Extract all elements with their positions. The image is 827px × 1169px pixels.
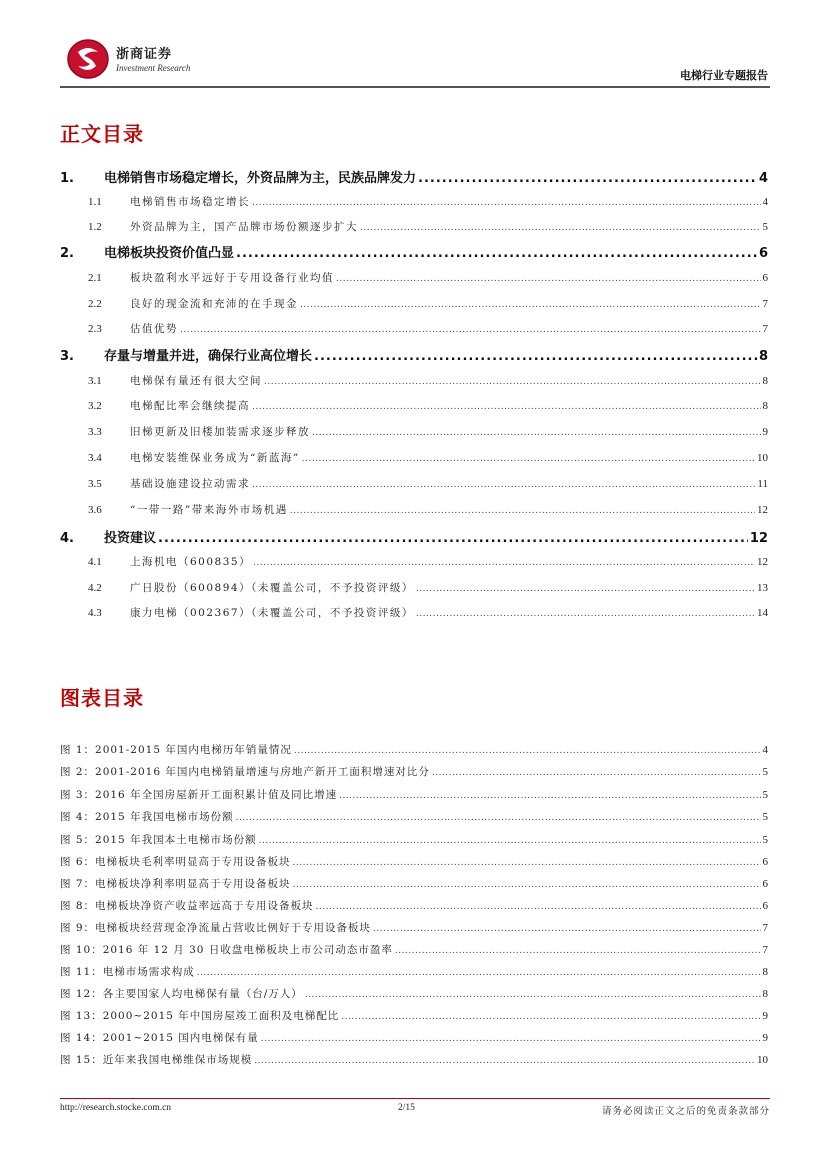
toc-entry[interactable]: 3.4 电梯安装维保业务成为“新蓝海” ..... 10 <box>60 450 768 466</box>
footer-url-link[interactable]: http://research.stocke.com.cn <box>60 1103 172 1113</box>
brand-tagline: Investment Research <box>116 63 191 73</box>
toc-entry[interactable]: 4.3 康力电梯（002367）（未覆盖公司，不予投资评级） ..... 14 <box>60 605 768 621</box>
figure-entry[interactable]: 图 9：电梯板块经营现金净流量占营收比例好于专用设备板块 ..... 7 <box>60 920 768 936</box>
toc-entry[interactable]: 1. 电梯销售市场稳定增长，外资品牌为主，民族品牌发力 ..... 4 <box>60 167 768 187</box>
report-type: 电梯行业专题报告 <box>680 69 768 82</box>
toc-entry[interactable]: 3.2 电梯配比率会继续提高 ..... 8 <box>60 398 768 414</box>
page-number: 2/15 <box>398 1103 415 1113</box>
figure-entry[interactable]: 图 12：各主要国家人均电梯保有量（台/万人） ..... 8 <box>60 986 768 1002</box>
figures-title: 图表目录 <box>60 686 144 710</box>
toc-entry[interactable]: 3. 存量与增量并进，确保行业高位增长 ..... 8 <box>60 345 768 365</box>
disclaimer-note: 请务必阅读正文之后的免责条款部分 <box>601 1106 770 1117</box>
figure-entry[interactable]: 图 6：电梯板块毛利率明显高于专用设备板块 ..... 6 <box>60 854 768 870</box>
toc-entry[interactable]: 2.2 良好的现金流和充沛的在手现金 ..... 7 <box>60 296 768 312</box>
page-header <box>60 34 770 88</box>
figure-entry[interactable]: 图 7：电梯板块净利率明显高于专用设备板块 ..... 6 <box>60 876 768 892</box>
figure-entry[interactable]: 图 14：2001~2015 国内电梯保有量 ..... 9 <box>60 1030 768 1046</box>
figure-entry[interactable]: 图 13：2000~2015 年中国房屋竣工面积及电梯配比 ..... 9 <box>60 1008 768 1024</box>
figure-entry[interactable]: 图 11：电梯市场需求构成 ..... 8 <box>60 964 768 980</box>
toc-entry[interactable]: 2.1 板块盈利水平远好于专用设备行业均值 ..... 6 <box>60 270 768 286</box>
figure-entry[interactable]: 图 3：2016 年全国房屋新开工面积累计值及同比增速 ..... 5 <box>60 787 768 803</box>
company-logo-icon <box>66 38 110 80</box>
figure-entry[interactable]: 图 2：2001-2016 年国内电梯销量增速与房地产新开工面积增速对比分 ..... 5 <box>60 764 768 780</box>
figure-entry[interactable]: 图 10：2016 年 12 月 30 日收盘电梯板块上市公司动态市盈率 ..... 7 <box>60 942 768 958</box>
figure-entry[interactable]: 图 8：电梯板块净资产收益率远高于专用设备板块 ..... 6 <box>60 898 768 914</box>
toc-entry[interactable]: 4.2 广日股份（600894）（未覆盖公司，不予投资评级） ..... 13 <box>60 580 768 596</box>
toc-entry[interactable]: 3.3 旧梯更新及旧楼加装需求逐步释放 ..... 9 <box>60 424 768 440</box>
header-divider <box>60 86 770 88</box>
figure-entry[interactable]: 图 1：2001-2015 年国内电梯历年销量情况 ..... 4 <box>60 742 768 758</box>
toc-entry[interactable]: 1.2 外资品牌为主，国产品牌市场份额逐步扩大 ..... 5 <box>60 219 768 235</box>
figure-entry[interactable]: 图 4：2015 年我国电梯市场份额 ..... 5 <box>60 809 768 825</box>
toc-entry[interactable]: 3.5 基础设施建设拉动需求 ..... 11 <box>60 476 768 492</box>
toc-entry[interactable]: 2. 电梯板块投资价值凸显 ..... 6 <box>60 242 768 262</box>
footer-divider <box>60 1098 770 1099</box>
brand-name: 浙商证券 <box>116 47 173 62</box>
figure-entry[interactable]: 图 5：2015 年我国本土电梯市场份额 ..... 5 <box>60 832 768 848</box>
toc-entry[interactable]: 3.6 “一带一路”带来海外市场机遇 ..... 12 <box>60 502 768 518</box>
toc-title: 正文目录 <box>60 122 144 146</box>
toc-entry[interactable]: 4. 投资建议 ..... 12 <box>60 527 768 547</box>
toc-entry[interactable]: 1.1 电梯销售市场稳定增长 ..... 4 <box>60 194 768 210</box>
figure-entry[interactable]: 图 15：近年来我国电梯维保市场规模 ..... 10 <box>60 1052 768 1068</box>
toc-entry[interactable]: 3.1 电梯保有量还有很大空间 ..... 8 <box>60 373 768 389</box>
toc-entry[interactable]: 2.3 估值优势 ..... 7 <box>60 321 768 337</box>
toc-entry[interactable]: 4.1 上海机电（600835） ..... 12 <box>60 554 768 570</box>
